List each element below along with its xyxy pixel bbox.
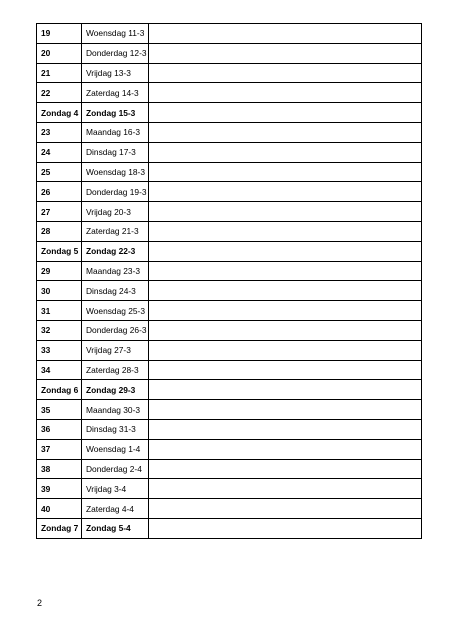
- date-cell: Woensdag 1-4: [82, 439, 149, 459]
- date-cell: Maandag 23-3: [82, 261, 149, 281]
- day-number-cell: 34: [37, 360, 82, 380]
- table-row-sunday: [37, 241, 422, 261]
- schedule-table: [36, 23, 422, 539]
- date-cell: Donderdag 26-3: [82, 320, 149, 340]
- table-row: [37, 400, 422, 420]
- date-cell: Maandag 30-3: [82, 400, 149, 420]
- date-cell: Woensdag 25-3: [82, 301, 149, 321]
- notes-cell: [149, 301, 422, 321]
- notes-cell: [149, 241, 422, 261]
- day-number-cell: Zondag 5: [37, 241, 82, 261]
- day-number-cell: 38: [37, 459, 82, 479]
- table-row: [37, 301, 422, 321]
- table-row-sunday: [37, 103, 422, 123]
- table-row: [37, 63, 422, 83]
- date-cell: Dinsdag 24-3: [82, 281, 149, 301]
- day-number-cell: 33: [37, 340, 82, 360]
- notes-cell: [149, 400, 422, 420]
- notes-cell: [149, 162, 422, 182]
- date-cell: Vrijdag 13-3: [82, 63, 149, 83]
- day-number-cell: 19: [37, 24, 82, 44]
- day-number-cell: 36: [37, 419, 82, 439]
- day-number-cell: 30: [37, 281, 82, 301]
- table-row: [37, 340, 422, 360]
- day-number-cell: 20: [37, 43, 82, 63]
- date-cell: Zaterdag 14-3: [82, 83, 149, 103]
- table-row: [37, 439, 422, 459]
- date-cell: Donderdag 12-3: [82, 43, 149, 63]
- date-cell: Zondag 15-3: [82, 103, 149, 123]
- notes-cell: [149, 43, 422, 63]
- day-number-cell: 40: [37, 499, 82, 519]
- notes-cell: [149, 182, 422, 202]
- notes-cell: [149, 360, 422, 380]
- day-number-cell: 23: [37, 122, 82, 142]
- day-number-cell: Zondag 6: [37, 380, 82, 400]
- date-cell: Donderdag 19-3: [82, 182, 149, 202]
- notes-cell: [149, 340, 422, 360]
- table-row: [37, 459, 422, 479]
- date-cell: Zondag 22-3: [82, 241, 149, 261]
- table-row: [37, 221, 422, 241]
- table-row-sunday: [37, 380, 422, 400]
- notes-cell: [149, 63, 422, 83]
- date-cell: Donderdag 2-4: [82, 459, 149, 479]
- table-row: [37, 479, 422, 499]
- notes-cell: [149, 221, 422, 241]
- table-row: [37, 83, 422, 103]
- table-row: [37, 202, 422, 222]
- day-number-cell: 29: [37, 261, 82, 281]
- notes-cell: [149, 103, 422, 123]
- table-row: [37, 142, 422, 162]
- table-row: [37, 122, 422, 142]
- table-row: [37, 182, 422, 202]
- notes-cell: [149, 499, 422, 519]
- page-number: 2: [37, 598, 43, 608]
- day-number-cell: 27: [37, 202, 82, 222]
- day-number-cell: 32: [37, 320, 82, 340]
- notes-cell: [149, 83, 422, 103]
- date-cell: Zondag 29-3: [82, 380, 149, 400]
- notes-cell: [149, 518, 422, 538]
- notes-cell: [149, 202, 422, 222]
- day-number-cell: 25: [37, 162, 82, 182]
- day-number-cell: 24: [37, 142, 82, 162]
- table-row: [37, 24, 422, 44]
- day-number-cell: 39: [37, 479, 82, 499]
- date-cell: Zondag 5-4: [82, 518, 149, 538]
- date-cell: Vrijdag 3-4: [82, 479, 149, 499]
- day-number-cell: 21: [37, 63, 82, 83]
- notes-cell: [149, 142, 422, 162]
- date-cell: Zaterdag 21-3: [82, 221, 149, 241]
- date-cell: Vrijdag 27-3: [82, 340, 149, 360]
- day-number-cell: 37: [37, 439, 82, 459]
- table-row: [37, 281, 422, 301]
- table-row: [37, 499, 422, 519]
- date-cell: Dinsdag 31-3: [82, 419, 149, 439]
- notes-cell: [149, 380, 422, 400]
- schedule-table-body: [37, 24, 422, 539]
- date-cell: Maandag 16-3: [82, 122, 149, 142]
- notes-cell: [149, 281, 422, 301]
- day-number-cell: 28: [37, 221, 82, 241]
- table-row: [37, 419, 422, 439]
- day-number-cell: 26: [37, 182, 82, 202]
- table-row: [37, 360, 422, 380]
- table-row: [37, 162, 422, 182]
- date-cell: Vrijdag 20-3: [82, 202, 149, 222]
- table-row: [37, 320, 422, 340]
- notes-cell: [149, 459, 422, 479]
- date-cell: Zaterdag 28-3: [82, 360, 149, 380]
- date-cell: Zaterdag 4-4: [82, 499, 149, 519]
- notes-cell: [149, 24, 422, 44]
- day-number-cell: 31: [37, 301, 82, 321]
- notes-cell: [149, 439, 422, 459]
- table-row-sunday: [37, 518, 422, 538]
- date-cell: Woensdag 18-3: [82, 162, 149, 182]
- day-number-cell: Zondag 4: [37, 103, 82, 123]
- table-row: [37, 43, 422, 63]
- table-row: [37, 261, 422, 281]
- notes-cell: [149, 261, 422, 281]
- day-number-cell: 22: [37, 83, 82, 103]
- notes-cell: [149, 122, 422, 142]
- notes-cell: [149, 320, 422, 340]
- day-number-cell: 35: [37, 400, 82, 420]
- notes-cell: [149, 419, 422, 439]
- date-cell: Woensdag 11-3: [82, 24, 149, 44]
- date-cell: Dinsdag 17-3: [82, 142, 149, 162]
- day-number-cell: Zondag 7: [37, 518, 82, 538]
- notes-cell: [149, 479, 422, 499]
